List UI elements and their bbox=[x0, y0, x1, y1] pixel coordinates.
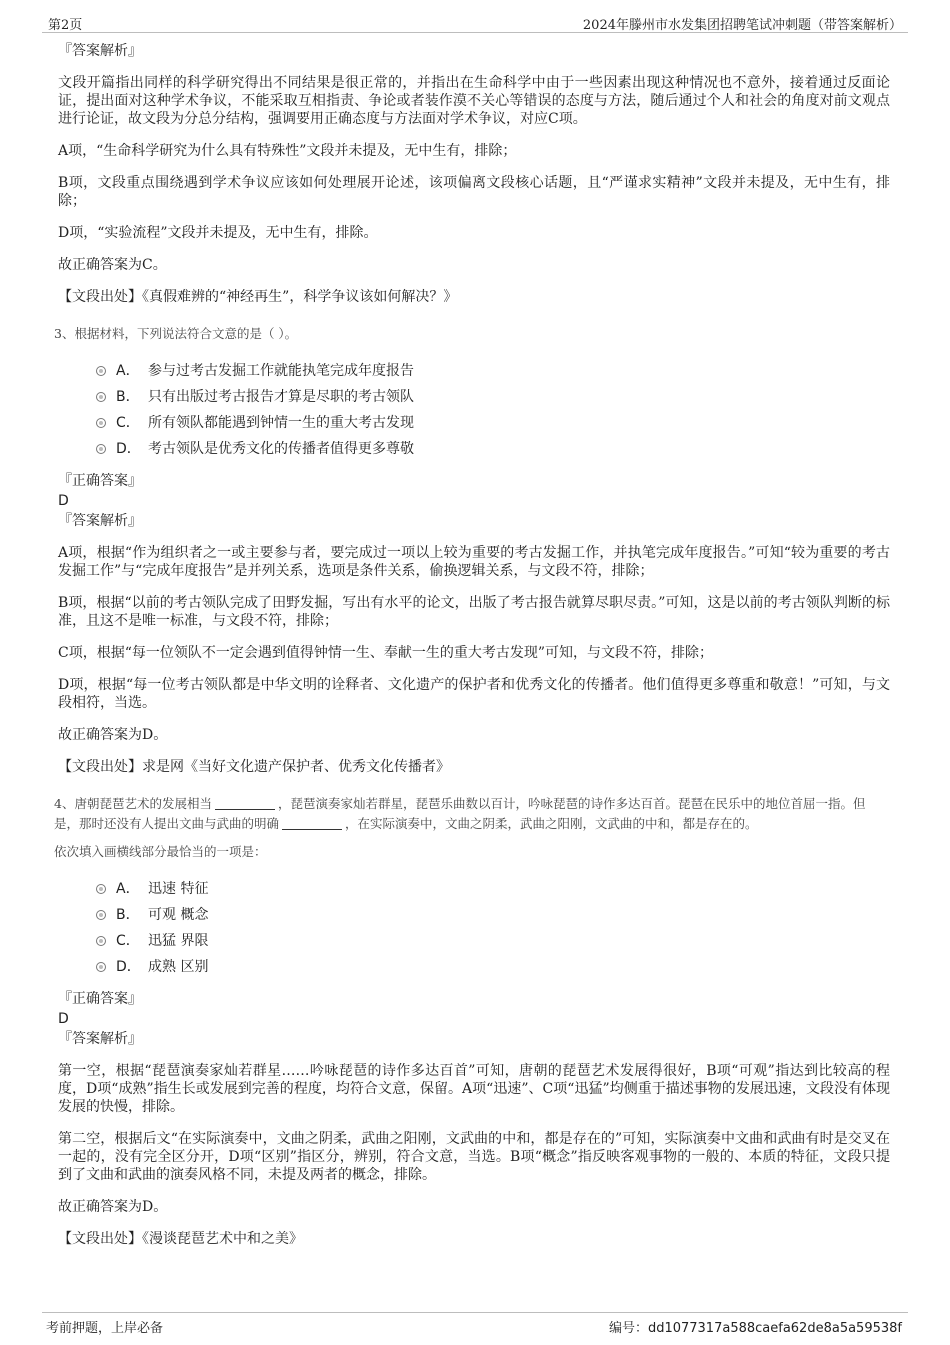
fill-blank bbox=[282, 817, 342, 830]
analysis-paragraph: D项，根据“每一位考古领队都是中华文明的诠释者、文化遗产的保护者和优秀文化的传播者。他们值得更多尊重和敬意！”可知，与文段相符，当选。 bbox=[58, 677, 890, 711]
correct-answer: D bbox=[58, 493, 69, 509]
analysis-label: 『答案解析』 bbox=[58, 1031, 142, 1047]
analysis-paragraph: 第一空，根据“琵琶演奏家灿若群星……吟咏琵琶的诗作多达百首”可知，唐朝的琵琶艺术发展得很好，B项“可观”指达到比较高的程度，D项“成熟”指生长或发展到完善的程度，均符合文意，保留。A项“迅速”、C项“迅猛”均侧重于描述事物的发展迅速，文段没有体现发展的快慢，排除。 bbox=[58, 1063, 890, 1115]
option-a[interactable]: A． 迅速 特征 bbox=[96, 876, 890, 902]
question-4: 4、唐朝琵琶艺术的发展相当 ，琵琶演奏家灿若群星，琵琶乐曲数以百计，吟咏琵琶的诗作多达百首。琵琶在民乐中的地位首屈一指。但是，那时还没有人提出文曲与武曲的明确 ，在实际演奏中，文曲之阴柔，武曲之阳刚，文武曲的中和，都是存在的。 bbox=[54, 796, 866, 831]
analysis-paragraph: C项，根据“每一位领队不一定会遇到值得钟情一生、奉献一生的重大考古发现”可知，与文段不符，排除； bbox=[58, 645, 714, 661]
footer-slogan: 考前押题，上岸必备 bbox=[46, 1321, 164, 1336]
source-citation: 【文段出处】《漫谈琵琶艺术中和之美》 bbox=[58, 1231, 303, 1247]
document-body bbox=[54, 40, 890, 1266]
radio-icon[interactable] bbox=[96, 444, 106, 454]
fill-blank bbox=[215, 797, 275, 810]
analysis-paragraph: A项，根据“作为组织者之一或主要参与者，要完成过一项以上较为重要的考古发掘工作，并执笔完成年度报告。”可知“较为重要的考古发掘工作”与“完成年度报告”是并列关系，选项是条件关系，偷换逻辑关系，与文段不符，排除； bbox=[58, 545, 890, 579]
radio-icon[interactable] bbox=[96, 392, 106, 402]
question-instruction: 依次填入画横线部分最恰当的一项是： bbox=[54, 844, 267, 859]
radio-icon[interactable] bbox=[96, 884, 106, 894]
analysis-paragraph: B项，根据“以前的考古领队完成了田野发掘，写出有水平的论文，出版了考古报告就算尽职尽责。”可知，这是以前的考古领队判断的标准，且这不是唯一标准，与文段不符，排除； bbox=[58, 595, 890, 629]
source-citation: 【文段出处】《真假难辨的“神经再生”，科学争议该如何解决？》 bbox=[58, 289, 458, 305]
document-title: 2024年滕州市水发集团招聘笔试冲刺题（带答案解析） bbox=[582, 18, 902, 33]
option-d[interactable]: D． 考古领队是优秀文化的传播者值得更多尊敬 bbox=[96, 436, 890, 462]
page-header bbox=[42, 12, 908, 33]
option-a[interactable]: A． 参与过考古发掘工作就能执笔完成年度报告 bbox=[96, 358, 890, 384]
option-c[interactable]: C． 迅猛 界限 bbox=[96, 928, 890, 954]
analysis-paragraph: 故正确答案为C。 bbox=[58, 257, 167, 273]
option-b[interactable]: B． 只有出版过考古报告才算是尽职的考古领队 bbox=[96, 384, 890, 410]
radio-icon[interactable] bbox=[96, 936, 106, 946]
analysis-paragraph: 文段开篇指出同样的科学研究得出不同结果是很正常的，并指出在生命科学中由于一些因素出现这种情况也不意外，接着通过反面论证，提出面对这种学术争议，不能采取互相指责、争论或者装作漠不关心等错误的态度与方法，随后通过个人和社会的角度对前文观点进行论证，故文段为分总分结构，强调要用正确态度与方法面对学术争议，对应C项。 bbox=[58, 75, 890, 127]
analysis-label: 『答案解析』 bbox=[58, 513, 142, 529]
page-footer bbox=[42, 1312, 908, 1337]
correct-answer: D bbox=[58, 1011, 69, 1027]
analysis-paragraph: 故正确答案为D。 bbox=[58, 727, 168, 743]
option-d[interactable]: D． 成熟 区别 bbox=[96, 954, 890, 980]
options-list bbox=[96, 876, 890, 980]
document-code: 编号：dd1077317a588caefa62de8a5a59538f bbox=[608, 1321, 902, 1336]
option-b[interactable]: B． 可观 概念 bbox=[96, 902, 890, 928]
analysis-label: 『答案解析』 bbox=[58, 43, 142, 59]
analysis-paragraph: B项，文段重点围绕遇到学术争议应该如何处理展开论述，该项偏离文段核心话题，且“严谨求实精神”文段并未提及，无中生有，排除； bbox=[58, 175, 890, 209]
radio-icon[interactable] bbox=[96, 910, 106, 920]
correct-answer-label: 『正确答案』 bbox=[58, 991, 142, 1007]
analysis-paragraph: A项，“生命科学研究为什么具有特殊性”文段并未提及，无中生有，排除； bbox=[58, 143, 517, 159]
question-3: 3、根据材料，下列说法符合文意的是（ ）。 bbox=[54, 326, 298, 341]
analysis-paragraph: 第二空，根据后文“在实际演奏中，文曲之阴柔，武曲之阳刚，文武曲的中和，都是存在的”可知，实际演奏中文曲和武曲有时是交叉在一起的，没有完全区分开，D项“区别”指区分，辨别，符合文意，当选。B项“概念”指反映客观事物的一般的、本质的特征，文段只提到了文曲和武曲的演奏风格不同，未提及两者的概念，排除。 bbox=[58, 1131, 890, 1183]
analysis-paragraph: 故正确答案为D。 bbox=[58, 1199, 168, 1215]
radio-icon[interactable] bbox=[96, 962, 106, 972]
radio-icon[interactable] bbox=[96, 366, 106, 376]
options-list bbox=[96, 358, 890, 462]
source-citation: 【文段出处】求是网《当好文化遗产保护者、优秀文化传播者》 bbox=[58, 759, 450, 775]
option-c[interactable]: C． 所有领队都能遇到钟情一生的重大考古发现 bbox=[96, 410, 890, 436]
analysis-paragraph: D项，“实验流程”文段并未提及，无中生有，排除。 bbox=[58, 225, 378, 241]
page-number: 第2页 bbox=[48, 18, 83, 33]
correct-answer-label: 『正确答案』 bbox=[58, 473, 142, 489]
radio-icon[interactable] bbox=[96, 418, 106, 428]
